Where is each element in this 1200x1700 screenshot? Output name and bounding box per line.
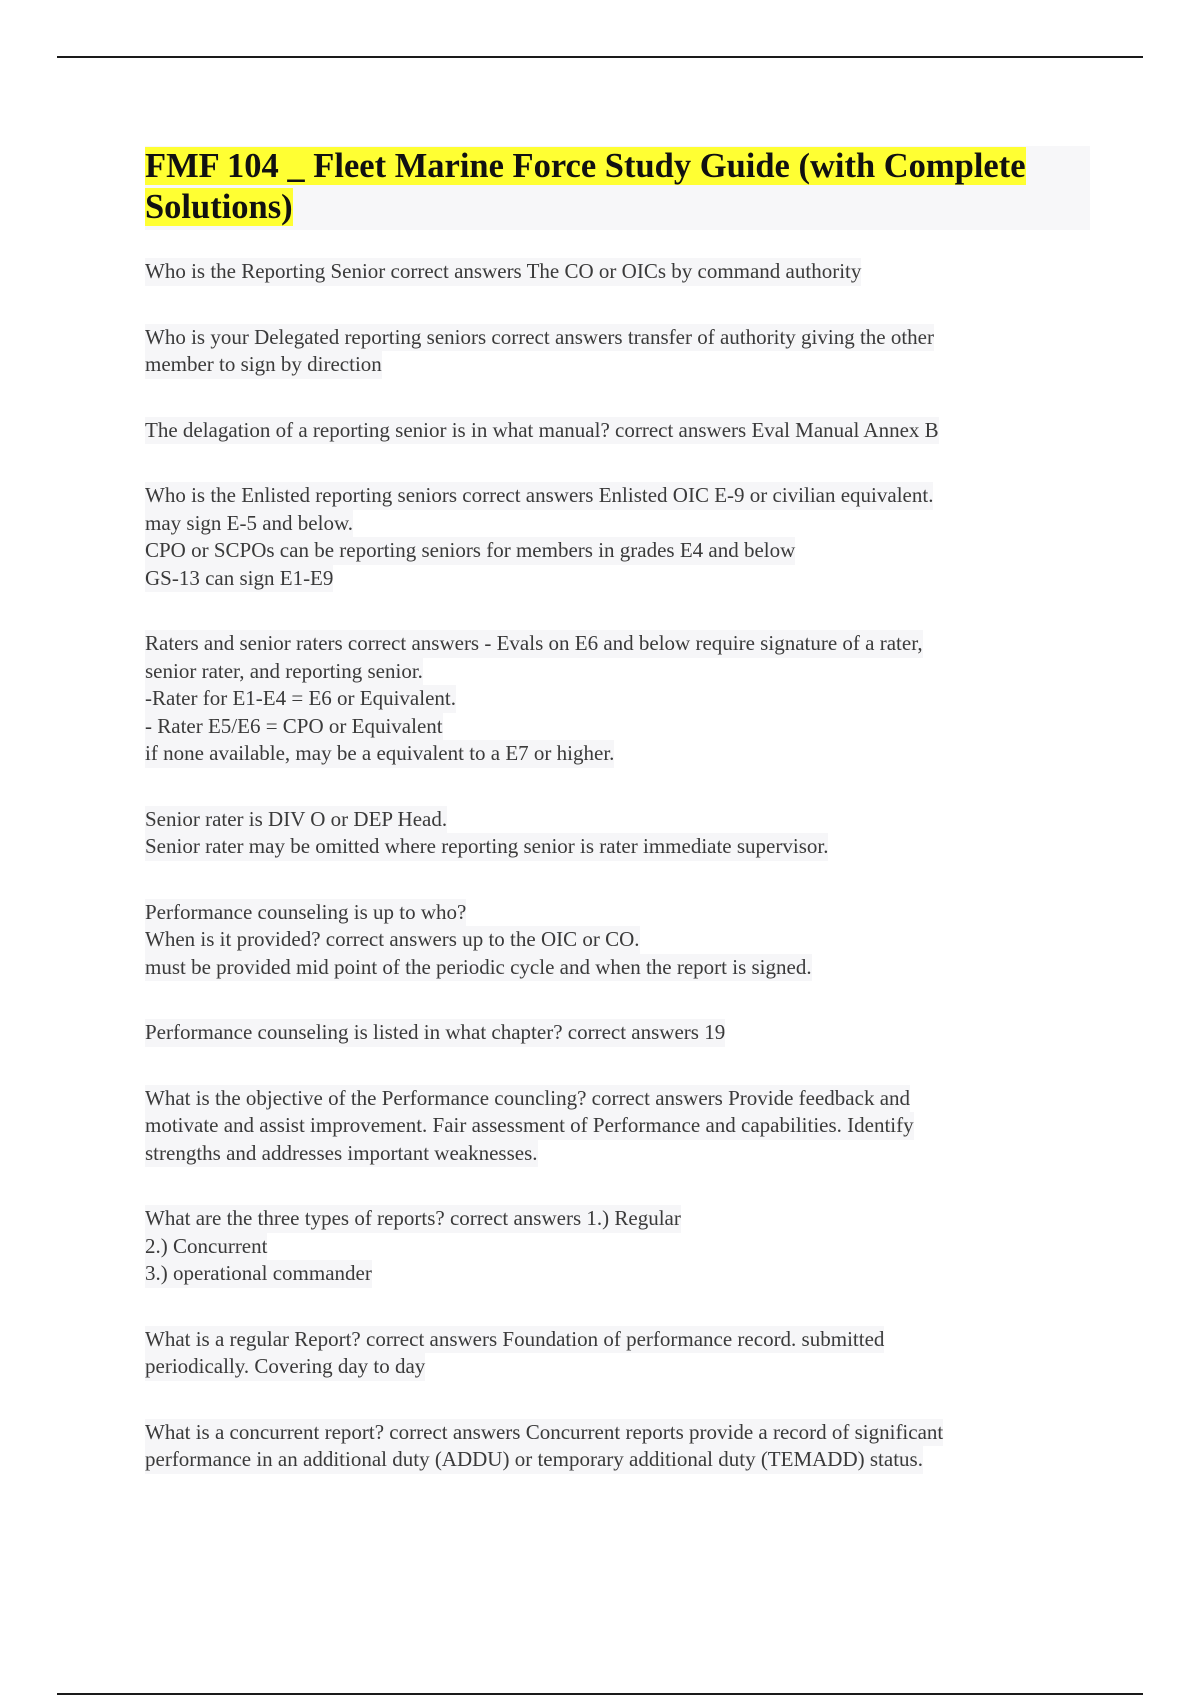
qa-entry-line: must be provided mid point of the periodic cycle and when the report is signed. xyxy=(145,954,812,982)
qa-entry-line: What are the three types of reports? correct answers 1.) Regular xyxy=(145,1205,681,1233)
document-title-line-1: FMF 104 _ Fleet Marine Force Study Guide (with Complete xyxy=(145,147,1026,185)
document-title-line-2: Solutions) xyxy=(145,188,293,226)
title-block xyxy=(145,146,1090,230)
qa-entry-line: CPO or SCPOs can be reporting seniors for members in grades E4 and below xyxy=(145,537,795,565)
top-divider xyxy=(57,56,1143,58)
qa-entry-line: strengths and addresses important weaknesses. xyxy=(145,1140,538,1168)
qa-entry-line: When is it provided? correct answers up to the OIC or CO. xyxy=(145,926,640,954)
qa-entry-line: Who is your Delegated reporting seniors correct answers transfer of authority giving the other xyxy=(145,324,934,352)
qa-entry-line: performance in an additional duty (ADDU) or temporary additional duty (TEMADD) status. xyxy=(145,1446,923,1474)
qa-entry-line: Senior rater is DIV O or DEP Head. xyxy=(145,806,447,834)
document-title xyxy=(145,146,1090,228)
bottom-divider xyxy=(57,1693,1143,1695)
qa-entry-line: What is a concurrent report? correct answers Concurrent reports provide a record of significant xyxy=(145,1419,943,1447)
qa-entry-line: if none available, may be a equivalent to a E7 or higher. xyxy=(145,740,614,768)
qa-entry-line: 3.) operational commander xyxy=(145,1260,372,1288)
qa-entry-line: - Rater E5/E6 = CPO or Equivalent xyxy=(145,713,443,741)
qa-entry-line: Who is the Reporting Senior correct answers The CO or OICs by command authority xyxy=(145,258,861,286)
qa-entry xyxy=(145,1019,1090,1047)
qa-entry-line: member to sign by direction xyxy=(145,351,382,379)
qa-entry-line: The delagation of a reporting senior is in what manual? correct answers Eval Manual Annex B xyxy=(145,417,939,445)
qa-entry-line: -Rater for E1-E4 = E6 or Equivalent. xyxy=(145,685,456,713)
qa-entry-line: Performance counseling is up to who? xyxy=(145,899,466,927)
qa-entry-line: motivate and assist improvement. Fair assessment of Performance and capabilities. Identify xyxy=(145,1112,914,1140)
qa-entry-line: 2.) Concurrent xyxy=(145,1233,267,1261)
qa-entry xyxy=(145,1205,1090,1288)
qa-entry xyxy=(145,1419,1090,1474)
qa-entry xyxy=(145,806,1090,861)
qa-entry xyxy=(145,1085,1090,1168)
qa-entry xyxy=(145,630,1090,768)
qa-entry-line: senior rater, and reporting senior. xyxy=(145,658,423,686)
document-body xyxy=(145,146,1090,1474)
qa-entry-line: may sign E-5 and below. xyxy=(145,510,353,538)
qa-entry-line: Performance counseling is listed in what chapter? correct answers 19 xyxy=(145,1019,725,1047)
qa-entry xyxy=(145,899,1090,982)
qa-entry xyxy=(145,1326,1090,1381)
qa-entry xyxy=(145,417,1090,445)
qa-entry xyxy=(145,324,1090,379)
qa-entry-line: What is the objective of the Performance councling? correct answers Provide feedback and xyxy=(145,1085,910,1113)
qa-entry-line: periodically. Covering day to day xyxy=(145,1353,425,1381)
qa-entry-line: Senior rater may be omitted where reporting senior is rater immediate supervisor. xyxy=(145,833,828,861)
qa-entry xyxy=(145,482,1090,592)
qa-entry-line: Raters and senior raters correct answers - Evals on E6 and below require signature of a rater, xyxy=(145,630,923,658)
qa-entry-line: What is a regular Report? correct answers Foundation of performance record. submitted xyxy=(145,1326,884,1354)
qa-entry xyxy=(145,258,1090,286)
qa-entry-line: GS-13 can sign E1-E9 xyxy=(145,565,333,593)
qa-list xyxy=(145,258,1090,1474)
qa-entry-line: Who is the Enlisted reporting seniors correct answers Enlisted OIC E-9 or civilian equivalent. xyxy=(145,482,933,510)
